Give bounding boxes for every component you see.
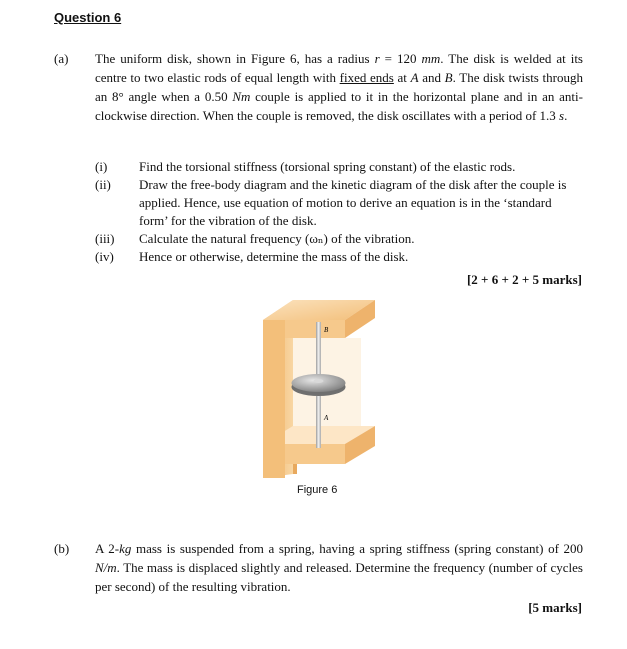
- part-a-text-6: couple is applied to it in the horizontal plane and in an anti-clockwise direction. When the couple is removed, the disk oscillates with a period of 1.3: [95, 89, 583, 123]
- part-a-label: (a): [54, 51, 69, 66]
- subpart-iv: [95, 248, 583, 266]
- part-a-text: [95, 49, 583, 125]
- subpart-num: (iv): [95, 249, 114, 264]
- subpart-list: [95, 158, 583, 266]
- part-a-text-7: .: [564, 108, 568, 123]
- question-title: Question 6: [54, 10, 122, 25]
- figure-caption: Figure 6: [297, 484, 338, 496]
- period-unit: s: [559, 108, 565, 123]
- point-a: A: [410, 70, 419, 85]
- label-b: B: [324, 326, 329, 334]
- upper-rod: [316, 322, 321, 380]
- fixed-ends-text: fixed ends: [339, 70, 394, 85]
- part-a-text-1: The uniform disk, shown in Figure 6, has a radius: [95, 51, 375, 66]
- disk-hub: [314, 379, 324, 383]
- subpart-num: (iii): [95, 231, 115, 246]
- radius-val: = 120: [379, 51, 422, 66]
- part-a-text-4: and: [418, 70, 445, 85]
- part-a-text-2: . The disk is welded at its centre to two elastic rods of equal length with: [95, 51, 583, 85]
- lower-rod: [316, 396, 321, 448]
- part-b-text: [95, 539, 583, 596]
- subpart-text: Hence or otherwise, determine the mass of the disk.: [139, 249, 409, 264]
- subpart-num: (i): [95, 159, 108, 174]
- part-b-text-1: A 2-: [95, 541, 120, 556]
- frame-left-column: [263, 320, 285, 478]
- subpart-text: Draw the free-body diagram and the kinetic diagram of the disk after the couple is applied. Hence, use equation of motion to derive an equation is in the ‘standard form’ for the vibration of the disk.: [139, 177, 567, 228]
- subpart-iii: [95, 230, 583, 248]
- part-b-marks: [5 marks]: [528, 600, 582, 615]
- part-a-text-3: at: [393, 70, 411, 85]
- stiffness-unit: N/m: [95, 560, 117, 575]
- radius-var: r: [374, 51, 380, 66]
- part-a-text-5: . The disk twists through an 8° angle when a 0.50: [95, 70, 583, 104]
- point-b: B: [444, 70, 453, 85]
- subpart-ii: [95, 176, 583, 230]
- part-b-label: (b): [54, 541, 70, 556]
- radius-unit: mm: [421, 51, 441, 66]
- part-b-text-2: mass is suspended from a spring, having a spring stiffness (spring constant) of 200: [131, 541, 583, 556]
- torque-unit: Nm: [232, 89, 251, 104]
- mass-unit: kg: [119, 541, 132, 556]
- subpart-i: [95, 158, 583, 176]
- subpart-text: Calculate the natural frequency (ωₙ) of the vibration.: [139, 231, 415, 246]
- label-a: A: [324, 414, 329, 422]
- subpart-text: Find the torsional stiffness (torsional spring constant) of the elastic rods.: [139, 159, 516, 174]
- subpart-num: (ii): [95, 177, 111, 192]
- figure-6-diagram: [255, 292, 385, 482]
- part-a-marks: [2 + 6 + 2 + 5 marks]: [466, 272, 582, 287]
- part-b-text-3: . The mass is displaced slightly and released. Determine the frequency (number of cycles per second) of the resulting vibration.: [95, 560, 583, 594]
